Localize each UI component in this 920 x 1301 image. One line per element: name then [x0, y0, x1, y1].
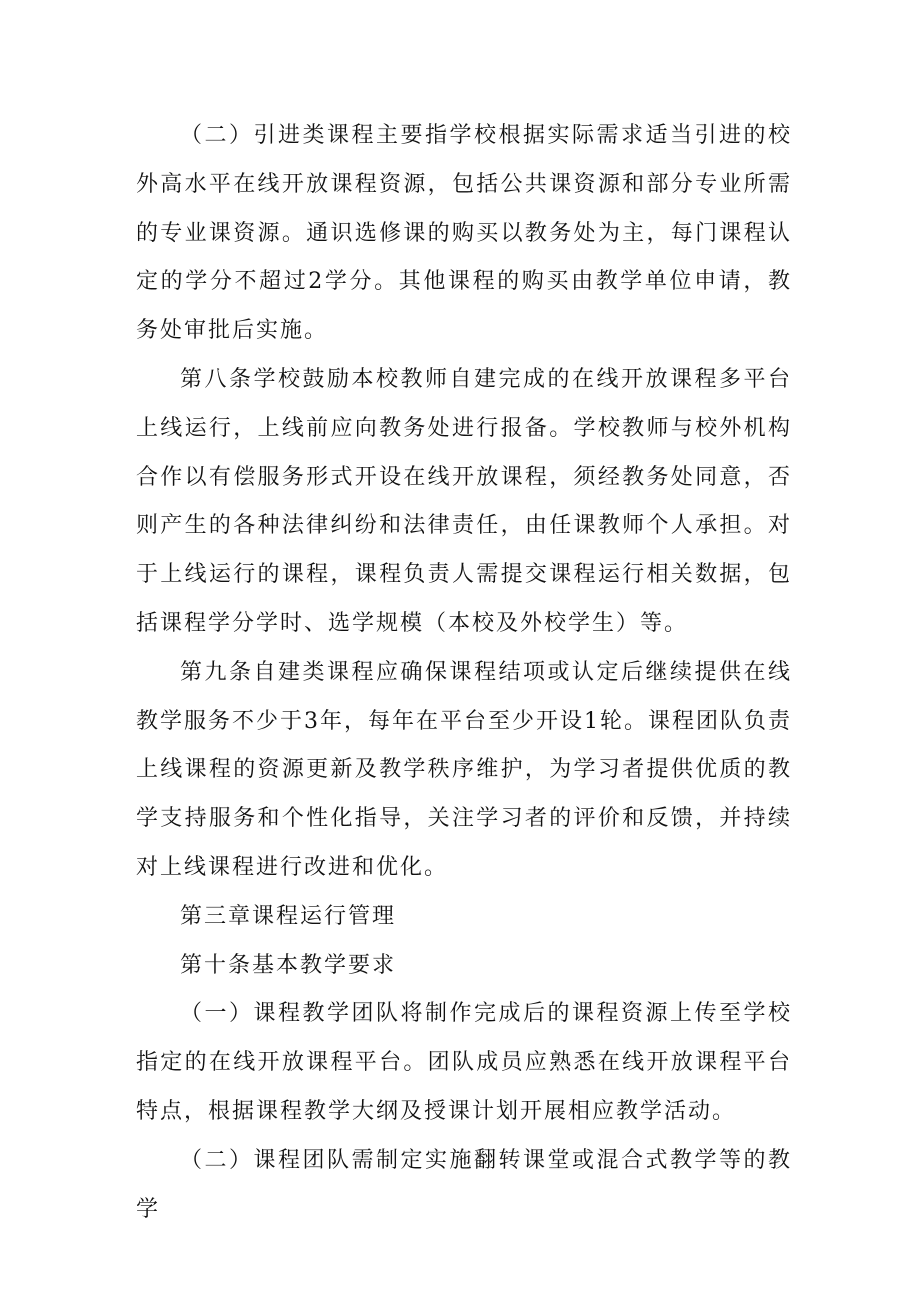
paragraph-article-9: 第九条自建类课程应确保课程结项或认定后继续提供在线教学服务不少于3年，每年在平台至少开设1轮。课程团队负责上线课程的资源更新及教学秩序维护，为学习者提供优质的教学支持服务和个性化指导，关注学习者的评价和反馈，并持续对上线课程进行改进和优化。	[136, 659, 792, 880]
document-body	[136, 112, 792, 1234]
paragraph-article-8: 第八条学校鼓励本校教师自建完成的在线开放课程多平台上线运行，上线前应向教务处进行报备。学校教师与校外机构合作以有偿服务形式开设在线开放课程，须经教务处同意，否则产生的各种法律纠纷和法律责任，由任课教师个人承担。对于上线运行的课程，课程负责人需提交课程运行相关数据，包括课程学分学时、选学规模（本校及外校学生）等。	[136, 366, 792, 636]
chapter-3-heading: 第三章课程运行管理	[180, 903, 397, 929]
paragraph-imported-courses: （二）引进类课程主要指学校根据实际需求适当引进的校外高水平在线开放课程资源，包括公共课资源和部分专业所需的专业课资源。通识选修课的购买以教务处为主，每门课程认定的学分不超过2学分。其他课程的购买由教学单位申请，教务处审批后实施。	[136, 123, 792, 344]
paragraph-article-10-item-2: （二）课程团队需制定实施翻转课堂或混合式教学等的教学	[136, 1147, 792, 1222]
article-10-heading: 第十条基本教学要求	[180, 952, 397, 978]
paragraph-article-10-item-1: （一）课程教学团队将制作完成后的课程资源上传至学校指定的在线开放课程平台。团队成员应熟悉在线开放课程平台特点，根据课程教学大纲及授课计划开展相应教学活动。	[136, 1001, 792, 1124]
